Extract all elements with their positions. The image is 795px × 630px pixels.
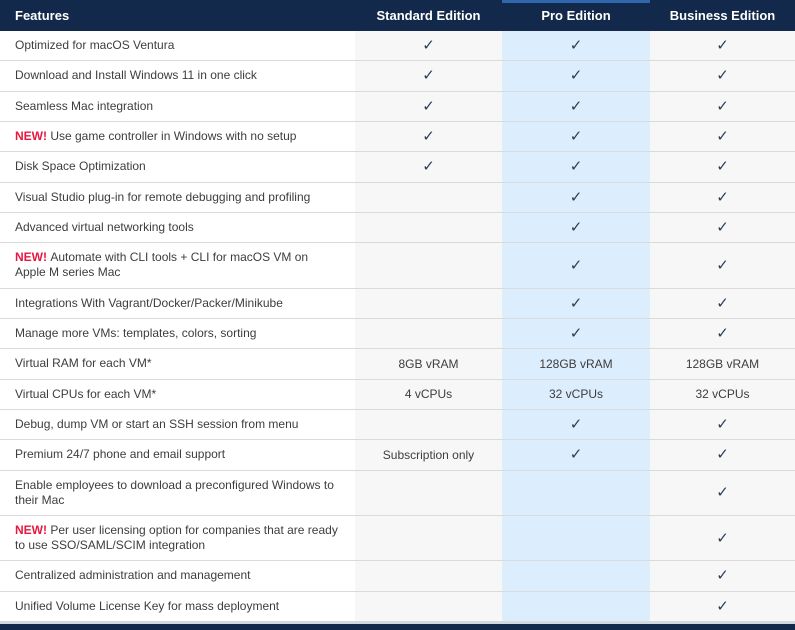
table-row	[0, 592, 795, 622]
cell-business	[650, 471, 795, 515]
check-icon: ✓	[716, 445, 729, 464]
footer-bar	[0, 624, 795, 630]
check-icon: ✓	[716, 157, 729, 176]
check-icon: ✓	[569, 127, 583, 146]
feature-text	[15, 356, 152, 371]
feature-text	[15, 220, 194, 235]
feature-label: Manage more VMs: templates, colors, sorting	[15, 326, 257, 341]
cell-pro	[502, 243, 650, 287]
cell-pro: 128GB vRAM	[502, 349, 650, 378]
cell-standard	[355, 183, 502, 212]
table-row	[0, 471, 795, 516]
check-icon: ✓	[422, 66, 435, 85]
cell-pro	[502, 592, 650, 621]
cell-pro	[502, 289, 650, 318]
table-row	[0, 213, 795, 243]
feature-cell	[0, 516, 355, 560]
table-row	[0, 349, 795, 379]
check-icon: ✓	[569, 36, 583, 55]
feature-label: Use game controller in Windows with no setup	[50, 129, 297, 144]
check-icon: ✓	[569, 96, 583, 115]
cell-standard: Subscription only	[355, 440, 502, 469]
cell-standard	[355, 471, 502, 515]
check-icon: ✓	[716, 528, 729, 547]
cell-pro	[502, 183, 650, 212]
table-row	[0, 516, 795, 561]
feature-text	[15, 68, 257, 83]
table-row	[0, 152, 795, 182]
table-row	[0, 289, 795, 319]
cell-business	[650, 213, 795, 242]
check-icon: ✓	[569, 324, 583, 343]
check-icon: ✓	[716, 255, 729, 274]
cell-business	[650, 122, 795, 151]
cell-standard	[355, 319, 502, 348]
feature-cell	[0, 410, 355, 439]
feature-cell	[0, 471, 355, 515]
cell-business	[650, 152, 795, 181]
check-icon: ✓	[716, 293, 729, 312]
check-icon: ✓	[716, 96, 729, 115]
check-icon: ✓	[569, 255, 583, 274]
column-header-standard: Standard Edition	[376, 8, 481, 23]
table-row	[0, 92, 795, 122]
feature-cell	[0, 440, 355, 469]
cell-business	[650, 61, 795, 90]
cell-pro	[502, 440, 650, 469]
feature-cell	[0, 319, 355, 348]
features-column-header: Features	[15, 8, 70, 23]
new-badge: NEW!	[15, 129, 51, 144]
check-icon: ✓	[716, 127, 729, 146]
cell-business	[650, 31, 795, 60]
cell-pro	[502, 61, 650, 90]
feature-cell	[0, 183, 355, 212]
cell-standard: 8GB vRAM	[355, 349, 502, 378]
cell-business	[650, 410, 795, 439]
feature-label: Seamless Mac integration	[15, 98, 154, 113]
feature-label: Virtual CPUs for each VM*	[15, 386, 157, 401]
cell-standard	[355, 410, 502, 439]
feature-text	[15, 447, 225, 462]
check-icon: ✓	[716, 483, 729, 502]
check-icon: ✓	[422, 36, 435, 55]
check-icon: ✓	[569, 445, 583, 464]
cell-pro	[502, 31, 650, 60]
cell-pro	[502, 92, 650, 121]
feature-text	[15, 523, 339, 553]
feature-cell	[0, 243, 355, 287]
cell-pro	[502, 471, 650, 515]
feature-cell	[0, 122, 355, 151]
table-row	[0, 243, 795, 288]
check-icon: ✓	[569, 157, 583, 176]
feature-label: Advanced virtual networking tools	[15, 220, 194, 235]
feature-label: Per user licensing option for companies that are ready to use SSO/SAML/SCIM integration	[15, 523, 338, 553]
cell-standard	[355, 516, 502, 560]
feature-text	[15, 326, 256, 341]
check-icon: ✓	[569, 187, 583, 206]
feature-cell	[0, 61, 355, 90]
cell-business	[650, 592, 795, 621]
feature-label: Enable employees to download a preconfigured Windows to their Mac	[15, 477, 334, 507]
feature-label: Automate with CLI tools + CLI for macOS VM on Apple M series Mac	[15, 250, 309, 280]
cell-pro	[502, 561, 650, 590]
feature-label: Premium 24/7 phone and email support	[15, 447, 226, 462]
check-icon: ✓	[716, 596, 729, 615]
check-icon: ✓	[422, 157, 435, 176]
feature-cell	[0, 31, 355, 60]
table-row	[0, 380, 795, 410]
table-row	[0, 561, 795, 591]
check-icon: ✓	[716, 187, 729, 206]
cell-business	[650, 183, 795, 212]
check-icon: ✓	[716, 218, 729, 237]
feature-cell	[0, 152, 355, 181]
table-row	[0, 410, 795, 440]
check-icon: ✓	[569, 415, 583, 434]
feature-text	[15, 159, 146, 174]
table-row	[0, 183, 795, 213]
check-icon: ✓	[569, 66, 583, 85]
feature-text	[15, 296, 283, 311]
table-row	[0, 31, 795, 61]
feature-text	[15, 599, 279, 614]
feature-cell	[0, 349, 355, 378]
table-header	[0, 0, 795, 31]
check-icon: ✓	[569, 293, 583, 312]
column-header-pro: Pro Edition	[502, 0, 650, 31]
cell-pro	[502, 319, 650, 348]
feature-text	[15, 38, 174, 53]
check-icon: ✓	[716, 36, 729, 55]
feature-text	[15, 190, 310, 205]
cell-pro: 32 vCPUs	[502, 380, 650, 409]
cell-standard	[355, 289, 502, 318]
cell-business: 32 vCPUs	[650, 380, 795, 409]
feature-label: Centralized administration and management	[15, 568, 251, 583]
cell-business	[650, 289, 795, 318]
feature-text	[15, 568, 250, 583]
feature-label: Visual Studio plug-in for remote debugging and profiling	[15, 189, 311, 204]
cell-standard: 4 vCPUs	[355, 380, 502, 409]
cell-standard	[355, 61, 502, 90]
cell-standard	[355, 213, 502, 242]
cell-pro	[502, 152, 650, 181]
feature-text	[15, 417, 298, 432]
cell-pro	[502, 516, 650, 560]
table-body	[0, 31, 795, 622]
table-row	[0, 122, 795, 152]
cell-standard	[355, 152, 502, 181]
cell-standard	[355, 92, 502, 121]
feature-text	[15, 250, 339, 280]
new-badge: NEW!	[15, 523, 51, 538]
feature-label: Optimized for macOS Ventura	[15, 38, 175, 53]
check-icon: ✓	[716, 324, 729, 343]
cell-business	[650, 561, 795, 590]
cell-business	[650, 243, 795, 287]
feature-label: Virtual RAM for each VM*	[15, 356, 152, 371]
cell-standard	[355, 122, 502, 151]
feature-cell	[0, 380, 355, 409]
cell-pro	[502, 410, 650, 439]
column-header-business: Business Edition	[669, 8, 776, 23]
check-icon: ✓	[422, 96, 435, 115]
cell-business: 128GB vRAM	[650, 349, 795, 378]
cell-business	[650, 440, 795, 469]
feature-label: Unified Volume License Key for mass deployment	[15, 598, 280, 613]
feature-label: Disk Space Optimization	[15, 159, 146, 174]
check-icon: ✓	[569, 218, 583, 237]
cell-pro	[502, 213, 650, 242]
check-icon: ✓	[716, 66, 729, 85]
cell-standard	[355, 561, 502, 590]
check-icon: ✓	[716, 566, 729, 585]
feature-text	[15, 387, 156, 402]
feature-cell	[0, 289, 355, 318]
cell-business	[650, 319, 795, 348]
new-badge: NEW!	[15, 250, 51, 265]
feature-text	[15, 129, 296, 144]
check-icon: ✓	[716, 415, 729, 434]
feature-text	[15, 478, 339, 508]
cell-standard	[355, 592, 502, 621]
feature-text	[15, 99, 153, 114]
feature-label: Integrations With Vagrant/Docker/Packer/Minikube	[15, 295, 283, 310]
table-row	[0, 61, 795, 91]
table-row	[0, 440, 795, 470]
cell-standard	[355, 243, 502, 287]
table-row	[0, 319, 795, 349]
feature-cell	[0, 592, 355, 621]
check-icon: ✓	[422, 127, 435, 146]
feature-label: Download and Install Windows 11 in one click	[15, 68, 257, 83]
feature-label: Debug, dump VM or start an SSH session from menu	[15, 417, 299, 432]
cell-pro	[502, 122, 650, 151]
cell-business	[650, 92, 795, 121]
feature-cell	[0, 561, 355, 590]
feature-cell	[0, 92, 355, 121]
cell-standard	[355, 31, 502, 60]
feature-cell	[0, 213, 355, 242]
cell-business	[650, 516, 795, 560]
